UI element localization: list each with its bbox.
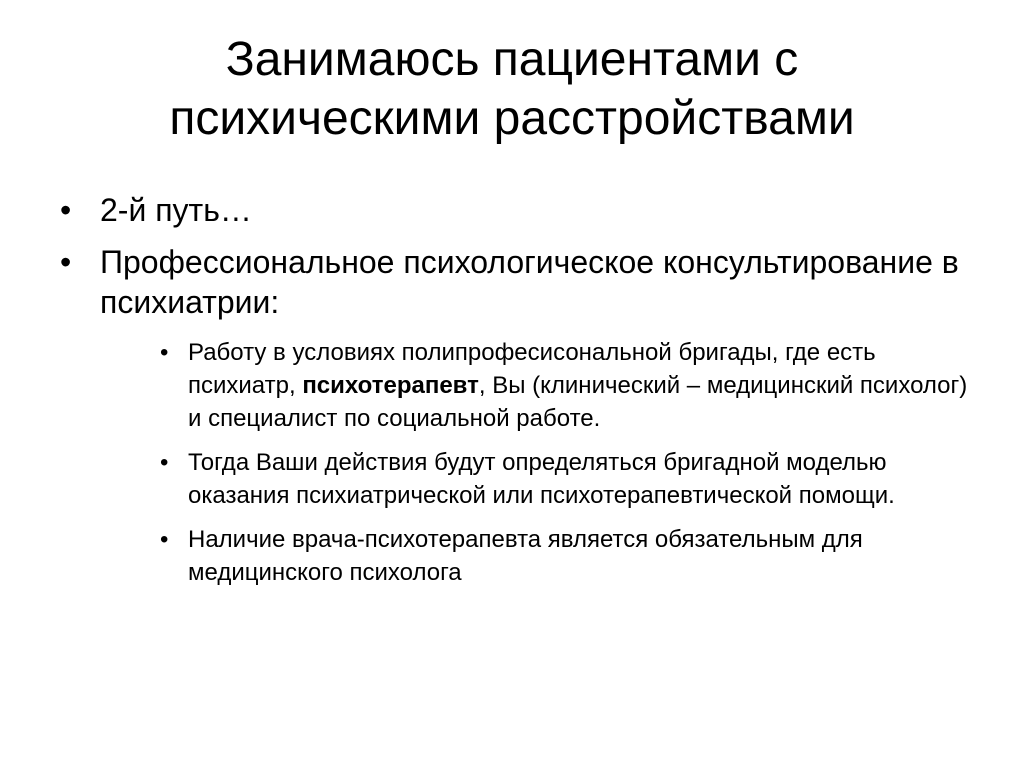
bullet-point-1 — [60, 190, 960, 230]
bullet-point-1-text: 2-й путь… — [100, 192, 252, 228]
sub-bullet-1-text-b: , Вы (клинический – медицинский психолог) и специалист по социальной работе. — [188, 372, 968, 432]
bullet-point-2-text: Профессиональное психологическое консультирование в психиатрии: — [100, 244, 959, 320]
bullet-point-2 — [60, 242, 960, 322]
sub-bullet-list — [60, 336, 968, 589]
sub-bullet-icon: • — [160, 449, 169, 476]
sub-bullet-2-text: Тогда Ваши действия будут определяться бригадной моделью оказания психиатрической или психотерапевтической помощи. — [188, 449, 895, 509]
sub-bullet-2 — [160, 446, 968, 512]
sub-bullet-1 — [160, 336, 968, 435]
slide-content — [60, 190, 968, 600]
bullet-icon: • — [60, 192, 72, 228]
slide-title — [60, 30, 964, 148]
sub-bullet-1-bold: психотерапевт — [302, 372, 479, 399]
bullet-icon: • — [60, 244, 72, 280]
sub-bullet-1-text-a: Работу в условиях полипрофесисональной бригады, где есть психиатр, — [188, 339, 876, 399]
sub-bullet-icon: • — [160, 339, 169, 366]
sub-bullet-icon: • — [160, 526, 169, 553]
sub-bullet-3 — [160, 523, 968, 589]
title-line-2: психическими расстройствами — [169, 92, 855, 145]
sub-bullet-3-text: Наличие врача-психотерапевта является обязательным для медицинского психолога — [188, 526, 863, 586]
title-line-1: Занимаюсь пациентами с — [225, 33, 799, 86]
